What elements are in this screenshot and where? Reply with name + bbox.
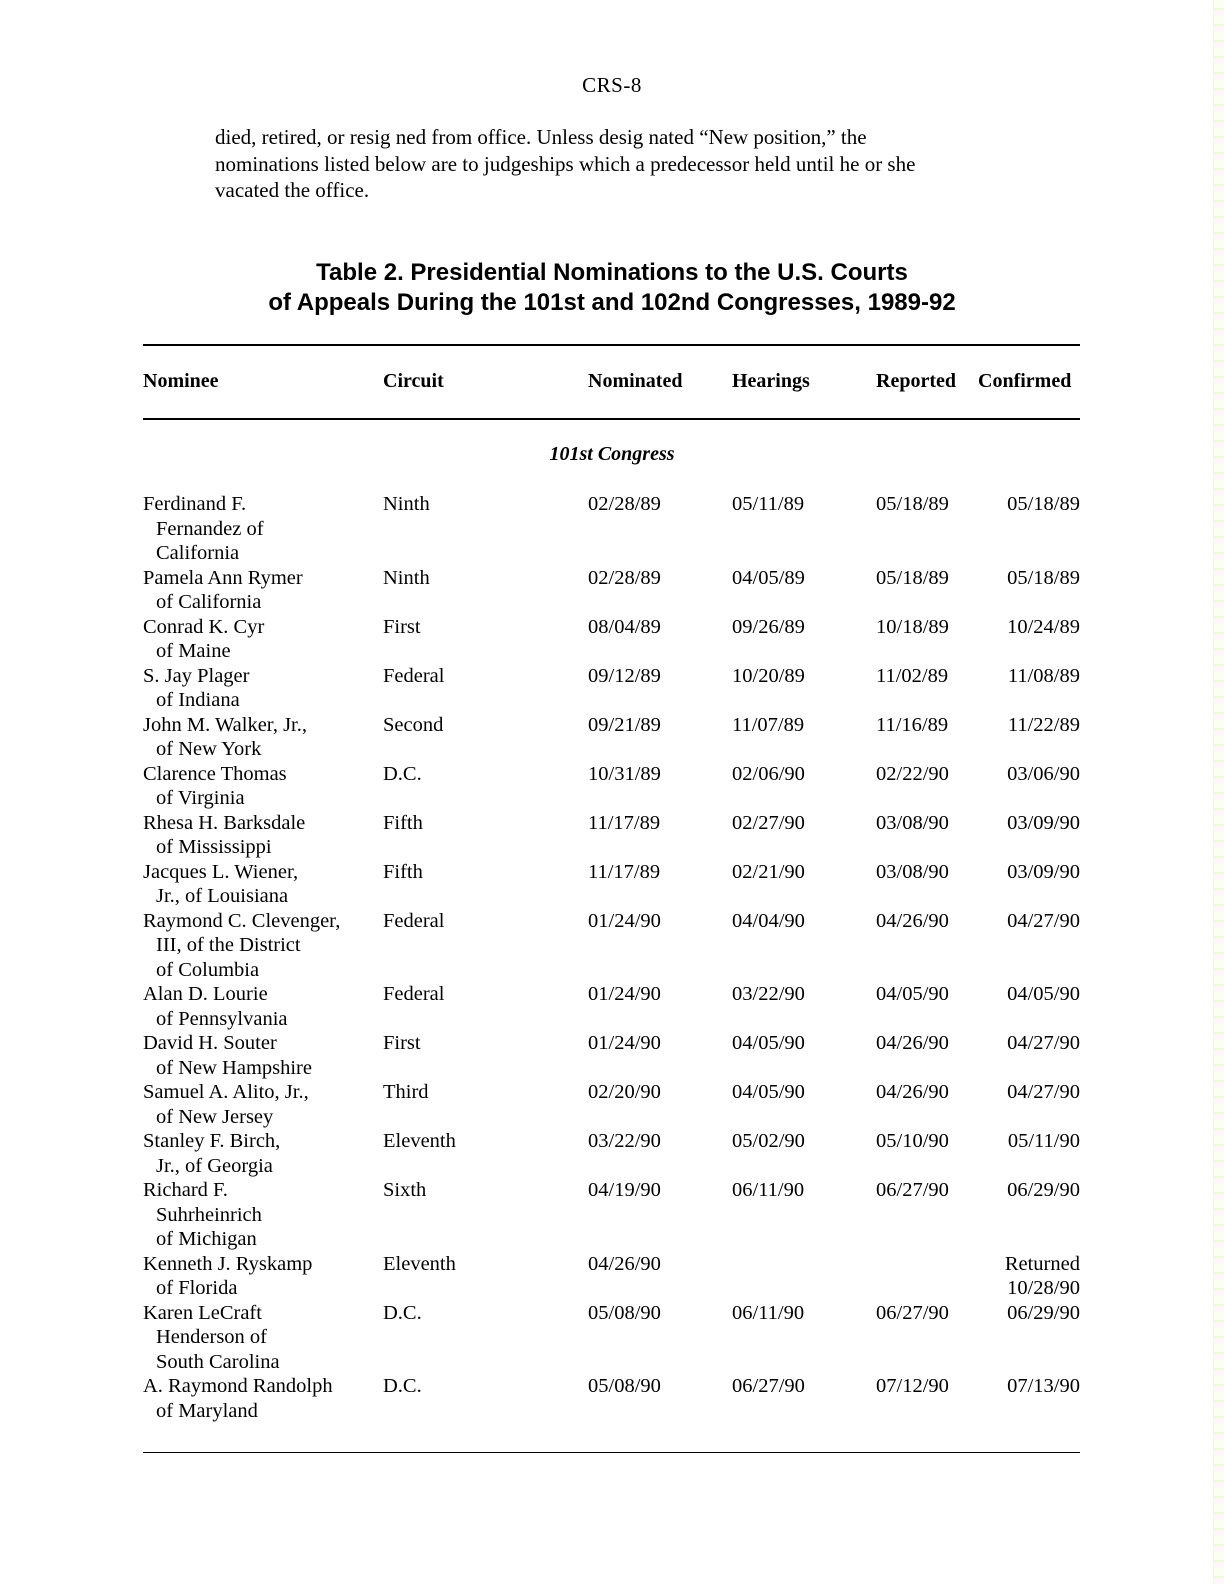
section-heading-101st-congress: 101st Congress: [549, 443, 675, 465]
confirmed-line: 10/24/89: [1007, 615, 1080, 638]
cell-nominated: 09/12/89: [588, 664, 661, 687]
cell-confirmed: [1008, 664, 1080, 689]
nominee-line: of Columbia: [156, 958, 260, 981]
nominee-line: of Pennsylvania: [156, 1007, 288, 1030]
table-row: [0, 615, 1224, 664]
nominee-line: Samuel A. Alito, Jr.,: [143, 1081, 309, 1103]
cell-circuit: D.C.: [383, 762, 422, 785]
cell-hearings: 05/02/90: [732, 1130, 805, 1152]
nominee-line: Alan D. Lourie: [143, 983, 268, 1005]
nominee-line: III, of the District: [156, 934, 301, 956]
cell-reported: 05/18/89: [876, 493, 949, 515]
cell-confirmed: [1007, 1374, 1080, 1399]
cell-nominee: [143, 566, 373, 615]
cell-reported: 05/18/89: [876, 566, 949, 589]
cell-nominated: 04/26/90: [588, 1252, 661, 1275]
cell-reported: 04/05/90: [876, 983, 949, 1005]
cell-reported: 04/26/90: [876, 909, 949, 932]
nominee-line: A. Raymond Randolph: [143, 1375, 333, 1397]
nominee-line: of Maine: [156, 640, 231, 662]
confirmed-line: 04/27/90: [1007, 909, 1080, 932]
confirmed-line: 11/22/89: [1007, 713, 1080, 736]
cell-reported: 03/08/90: [876, 811, 949, 834]
column-header-confirmed: Confirmed: [978, 370, 1072, 392]
confirmed-line: 04/05/90: [1007, 983, 1080, 1005]
nominee-line: Stanley F. Birch,: [143, 1130, 281, 1152]
nominee-line: Suhrheinrich: [156, 1203, 262, 1226]
table-row: [0, 860, 1224, 909]
confirmed-line: 07/13/90: [1007, 1375, 1080, 1397]
cell-nominee: [143, 713, 373, 762]
cell-hearings: 02/06/90: [732, 762, 805, 785]
cell-confirmed: [1007, 615, 1080, 640]
cell-circuit: First: [383, 615, 421, 638]
cell-circuit: Fifth: [383, 811, 423, 834]
cell-hearings: 04/05/90: [732, 1081, 805, 1103]
cell-confirmed: [1005, 1252, 1080, 1301]
cell-nominee: [143, 1080, 373, 1129]
cell-circuit: Third: [383, 1081, 429, 1103]
cell-confirmed: [1007, 811, 1080, 836]
nominee-line: Fernandez of: [156, 517, 264, 540]
cell-confirmed: [1007, 909, 1080, 934]
cell-nominee: [143, 664, 373, 713]
nominee-line: South Carolina: [156, 1350, 280, 1373]
cell-hearings: 04/05/90: [732, 1032, 805, 1054]
cell-circuit: Federal: [383, 909, 445, 932]
cell-hearings: 06/11/90: [732, 1179, 805, 1201]
cell-confirmed: [1007, 762, 1080, 787]
cell-nominee: [143, 615, 373, 664]
cell-reported: 04/26/90: [876, 1032, 949, 1054]
table-bottom-rule: [143, 1452, 1080, 1453]
cell-nominated: 02/20/90: [588, 1081, 661, 1103]
table-title-line: of Appeals During the 101st and 102nd Congresses, 1989-92: [268, 289, 956, 316]
cell-reported: 06/27/90: [876, 1301, 949, 1324]
cell-reported: 02/22/90: [876, 762, 949, 785]
confirmed-line: 05/18/89: [1007, 493, 1080, 515]
table-body: [0, 492, 1224, 1423]
cell-circuit: First: [383, 1032, 421, 1054]
table-row: [0, 1080, 1224, 1129]
nominee-line: Rhesa H. Barksdale: [143, 811, 306, 834]
nominee-line: Kenneth J. Ryskamp: [143, 1252, 313, 1275]
table-header-rule: [143, 418, 1080, 420]
cell-nominated: 01/24/90: [588, 909, 661, 932]
nominee-line: of New Hampshire: [156, 1056, 312, 1079]
nominee-line: of Florida: [156, 1277, 238, 1299]
confirmed-line: 04/27/90: [1007, 1032, 1080, 1054]
cell-nominated: 11/17/89: [588, 811, 661, 834]
cell-circuit: D.C.: [383, 1375, 422, 1397]
nominee-line: of California: [156, 591, 262, 613]
cell-reported: 05/10/90: [876, 1130, 949, 1152]
confirmed-line: 11/08/89: [1007, 664, 1080, 687]
cell-nominee: [143, 762, 373, 811]
nominee-line: Clarence Thomas: [143, 762, 287, 785]
cell-hearings: 06/11/90: [732, 1301, 805, 1324]
cell-nominated: 05/08/90: [588, 1301, 661, 1324]
cell-nominee: [143, 982, 373, 1031]
nominee-line: Henderson of: [156, 1326, 268, 1348]
cell-reported: 11/02/89: [876, 664, 949, 687]
cell-nominated: 03/22/90: [588, 1130, 661, 1152]
intro-line: vacated the office.: [215, 178, 370, 202]
cell-confirmed: [1007, 1178, 1080, 1203]
cell-hearings: 02/21/90: [732, 860, 805, 883]
confirmed-line: 06/29/90: [1007, 1301, 1080, 1324]
nominee-line: Richard F.: [143, 1179, 228, 1201]
table-row: [0, 492, 1224, 566]
cell-reported: 07/12/90: [876, 1375, 949, 1397]
nominee-line: of New York: [156, 738, 262, 760]
cell-reported: 06/27/90: [876, 1179, 949, 1201]
cell-hearings: 04/05/89: [732, 566, 805, 589]
confirmed-line: 03/06/90: [1007, 762, 1080, 785]
nominee-line: David H. Souter: [143, 1032, 277, 1054]
confirmed-line: 05/11/90: [1007, 1130, 1080, 1152]
confirmed-line: 03/09/90: [1007, 811, 1080, 834]
nominee-line: Jr., of Louisiana: [156, 885, 289, 907]
table-title-line: Table 2. Presidential Nominations to the U.S. Courts: [316, 259, 908, 286]
cell-circuit: Fifth: [383, 860, 423, 883]
nominee-line: Raymond C. Clevenger,: [143, 909, 341, 932]
page-number: CRS-8: [582, 73, 642, 97]
nominee-line: of Virginia: [156, 787, 245, 809]
confirmed-line: Returned: [1004, 1252, 1080, 1275]
table-row: [0, 1031, 1224, 1080]
cell-confirmed: [1008, 1129, 1080, 1154]
column-header-nominee: Nominee: [143, 370, 219, 392]
nominee-line: Conrad K. Cyr: [143, 615, 265, 638]
table-row: [0, 1301, 1224, 1375]
cell-nominated: 01/24/90: [588, 1032, 661, 1054]
table-row: [0, 566, 1224, 615]
nominee-line: Ferdinand F.: [143, 493, 247, 515]
column-header-reported: Reported: [876, 370, 956, 392]
cell-confirmed: [1007, 566, 1080, 591]
cell-hearings: 05/11/89: [732, 493, 805, 515]
cell-circuit: D.C.: [383, 1301, 422, 1324]
cell-circuit: Eleventh: [383, 1130, 456, 1152]
cell-nominee: [143, 1252, 373, 1301]
cell-reported: 11/16/89: [876, 713, 949, 736]
cell-reported: 03/08/90: [876, 860, 949, 883]
cell-hearings: 06/27/90: [732, 1375, 805, 1397]
cell-nominated: 01/24/90: [588, 983, 661, 1005]
cell-nominee: [143, 1374, 373, 1423]
cell-nominated: 08/04/89: [588, 615, 661, 638]
cell-nominee: [143, 860, 373, 909]
cell-hearings: 10/20/89: [732, 664, 805, 687]
cell-reported: 10/18/89: [876, 615, 949, 638]
nominee-line: Jacques L. Wiener,: [143, 860, 299, 883]
cell-confirmed: [1007, 1080, 1080, 1105]
table-row: [0, 762, 1224, 811]
cell-circuit: Sixth: [383, 1179, 427, 1201]
cell-confirmed: [1007, 860, 1080, 885]
table-row: [0, 1129, 1224, 1178]
table-row: [0, 713, 1224, 762]
cell-confirmed: [1007, 982, 1080, 1007]
confirmed-line: 10/28/90: [1007, 1277, 1080, 1299]
cell-nominated: 11/17/89: [588, 860, 661, 883]
cell-nominated: 02/28/89: [588, 566, 661, 589]
cell-nominee: [143, 492, 373, 566]
intro-paragraph: [215, 124, 1015, 204]
nominee-line: of Indiana: [156, 689, 240, 711]
cell-hearings: 09/26/89: [732, 615, 805, 638]
cell-nominated: 02/28/89: [588, 493, 661, 515]
nominee-line: California: [156, 542, 240, 564]
cell-nominee: [143, 909, 373, 983]
cell-nominated: 09/21/89: [588, 713, 661, 736]
cell-hearings: 03/22/90: [732, 983, 805, 1005]
confirmed-line: 03/09/90: [1007, 860, 1080, 883]
intro-line: nominations listed below are to judgeships which a predecessor held until he or she: [215, 151, 916, 176]
cell-circuit: Ninth: [383, 493, 430, 515]
nominee-line: S. Jay Plager: [143, 664, 250, 687]
table-row: [0, 1178, 1224, 1252]
nominee-line: of Michigan: [156, 1228, 257, 1250]
cell-confirmed: [1007, 1301, 1080, 1326]
nominee-line: John M. Walker, Jr.,: [143, 713, 307, 736]
table-row: [0, 909, 1224, 983]
cell-nominee: [143, 1301, 373, 1375]
confirmed-line: 06/29/90: [1007, 1179, 1080, 1201]
cell-circuit: Second: [383, 713, 444, 736]
cell-nominee: [143, 1031, 373, 1080]
cell-circuit: Federal: [383, 664, 445, 687]
cell-confirmed: [1007, 492, 1080, 517]
cell-hearings: 02/27/90: [732, 811, 805, 834]
cell-confirmed: [1007, 1031, 1080, 1056]
cell-nominee: [143, 811, 373, 860]
cell-nominee: [143, 1129, 373, 1178]
nominee-line: Karen LeCraft: [143, 1301, 262, 1324]
cell-nominated: 04/19/90: [588, 1179, 661, 1201]
cell-nominated: 10/31/89: [588, 762, 661, 785]
column-header-nominated: Nominated: [588, 370, 683, 392]
table-title: [0, 258, 1224, 318]
cell-circuit: Eleventh: [383, 1252, 456, 1275]
cell-nominated: 05/08/90: [588, 1375, 661, 1397]
cell-confirmed: [1008, 713, 1080, 738]
column-header-hearings: Hearings: [732, 370, 810, 392]
nominee-line: Pamela Ann Rymer: [143, 566, 303, 589]
table-row: [0, 664, 1224, 713]
confirmed-line: 04/27/90: [1007, 1081, 1080, 1103]
cell-reported: 04/26/90: [876, 1081, 949, 1103]
cell-nominee: [143, 1178, 373, 1252]
cell-circuit: Ninth: [383, 566, 430, 589]
table-row: [0, 982, 1224, 1031]
nominee-line: of Mississippi: [156, 836, 272, 858]
cell-hearings: 04/04/90: [732, 909, 805, 932]
nominee-line: Jr., of Georgia: [156, 1154, 273, 1177]
confirmed-line: 05/18/89: [1007, 566, 1080, 589]
table-top-rule: [143, 344, 1080, 346]
column-header-circuit: Circuit: [383, 370, 444, 392]
table-row: [0, 1252, 1224, 1301]
table-row: [0, 1374, 1224, 1423]
nominee-line: of Maryland: [156, 1399, 258, 1422]
intro-line: died, retired, or resig ned from office. Unless desig nated “New position,” the: [215, 125, 867, 149]
table-row: [0, 811, 1224, 860]
nominee-line: of New Jersey: [156, 1105, 274, 1128]
cell-hearings: 11/07/89: [732, 713, 805, 736]
cell-circuit: Federal: [383, 983, 445, 1005]
